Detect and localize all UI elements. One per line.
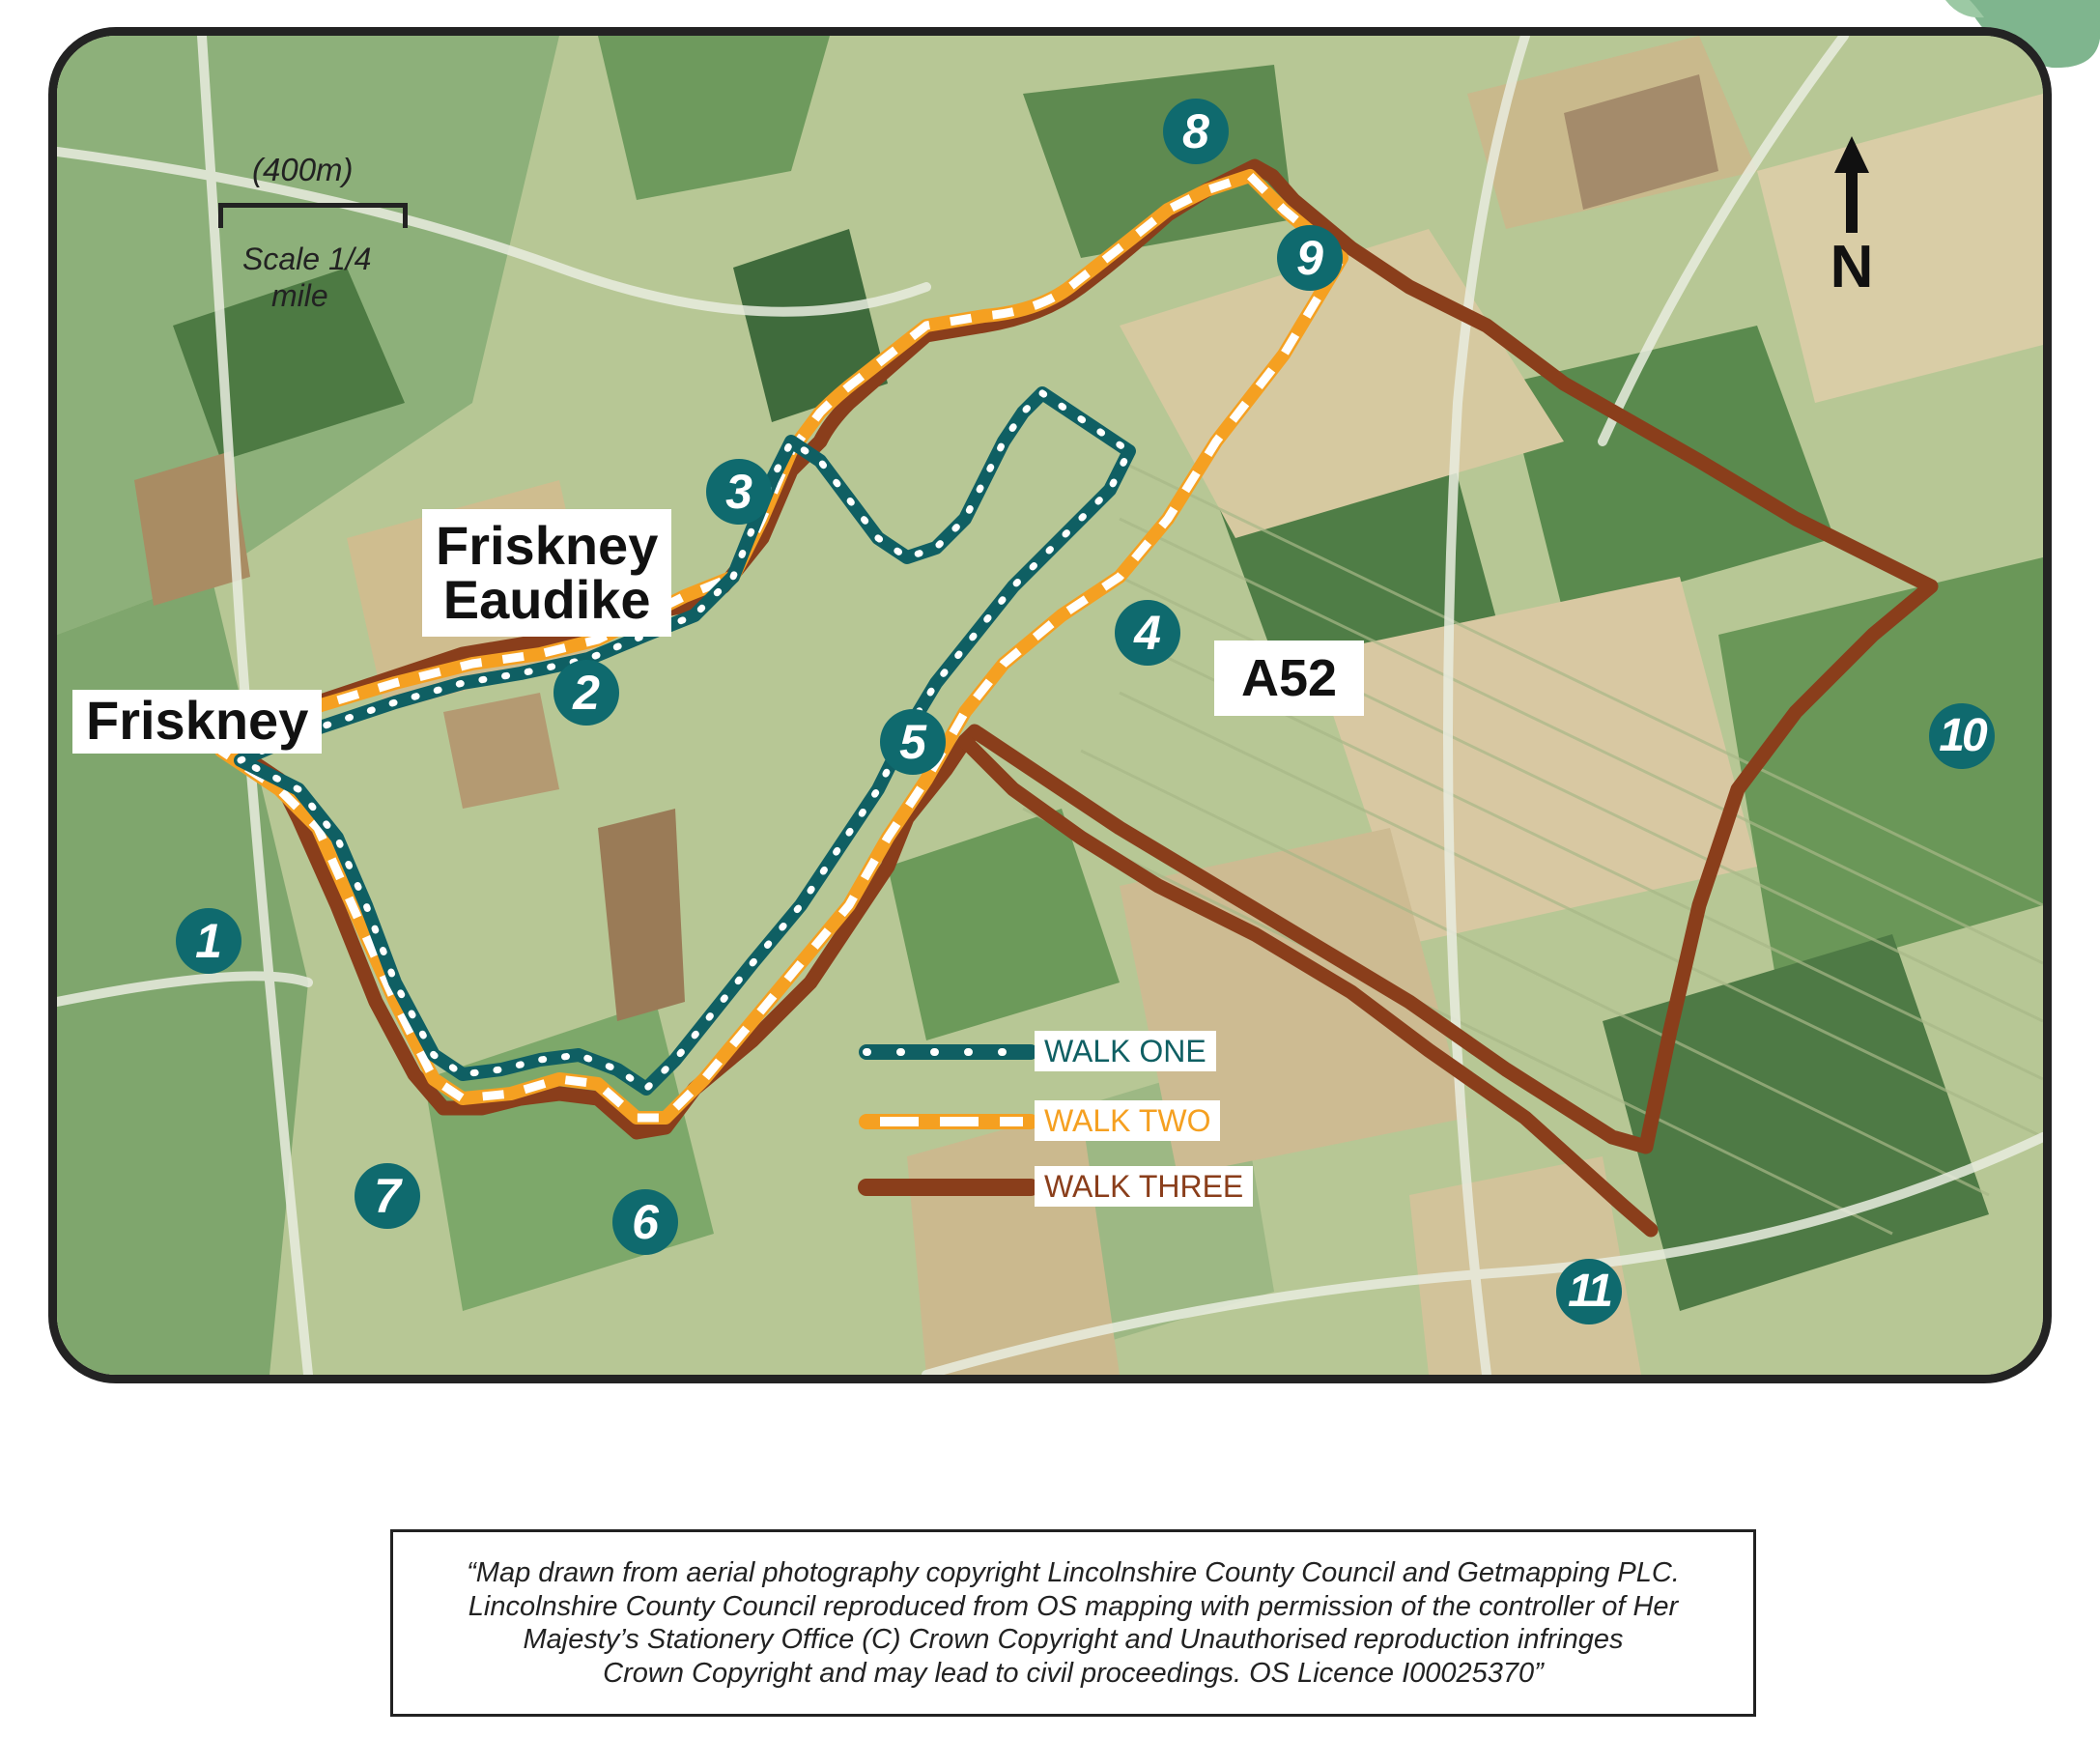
copyright-line-3: Majesty’s Stationery Office (C) Crown Copyright and Unauthorised reproduction infringes bbox=[523, 1624, 1624, 1655]
north-label: N bbox=[1830, 234, 1874, 300]
waypoint-2[interactable]: 2 bbox=[553, 660, 619, 726]
waypoint-3[interactable]: 3 bbox=[706, 459, 772, 525]
scale-note bbox=[242, 241, 371, 314]
copyright-notice bbox=[390, 1529, 1756, 1717]
friskney-eaudike-line1: Friskney bbox=[436, 515, 659, 576]
waypoint-10[interactable]: 10 bbox=[1929, 703, 1995, 769]
waypoint-1[interactable]: 1 bbox=[176, 908, 241, 974]
waypoint-7[interactable]: 7 bbox=[355, 1163, 420, 1229]
waypoint-5[interactable]: 5 bbox=[880, 709, 946, 775]
legend-walk-three: WALK THREE bbox=[1035, 1166, 1253, 1207]
scale-note-line2: mile bbox=[271, 278, 328, 313]
place-label-friskney bbox=[72, 690, 322, 754]
copyright-line-2: Lincolnshire County Council reproduced from OS mapping with permission of the controller of Her bbox=[468, 1590, 1679, 1622]
scale-note-line1: Scale 1/4 bbox=[242, 242, 372, 276]
north-arrow-icon bbox=[1813, 136, 1890, 233]
place-label-friskney-eaudike bbox=[422, 509, 671, 637]
copyright-line-1: “Map drawn from aerial photography copyright Lincolnshire County Council and Getmapping PLC. bbox=[467, 1557, 1680, 1588]
road-label-a52 bbox=[1214, 641, 1364, 716]
north-arrow bbox=[1813, 136, 1890, 301]
a52-text: A52 bbox=[1241, 649, 1338, 707]
copyright-line-4: Crown Copyright and may lead to civil proceedings. OS Licence I00025370” bbox=[603, 1657, 1544, 1689]
legend-walk-one: WALK ONE bbox=[1035, 1031, 1216, 1071]
friskney-eaudike-line2: Eaudike bbox=[442, 569, 651, 630]
waypoint-8[interactable]: 8 bbox=[1163, 99, 1229, 164]
map-panel[interactable] bbox=[48, 27, 2052, 1383]
scale-distance: (400m) bbox=[252, 152, 354, 187]
waypoint-11[interactable]: 11 bbox=[1556, 1259, 1622, 1324]
waypoint-9[interactable]: 9 bbox=[1277, 225, 1343, 291]
friskney-text: Friskney bbox=[86, 690, 309, 751]
waypoint-4[interactable]: 4 bbox=[1115, 600, 1180, 666]
scale-bar-line bbox=[218, 203, 408, 228]
legend-walk-two: WALK TWO bbox=[1035, 1100, 1220, 1141]
waypoint-6[interactable]: 6 bbox=[612, 1189, 678, 1255]
